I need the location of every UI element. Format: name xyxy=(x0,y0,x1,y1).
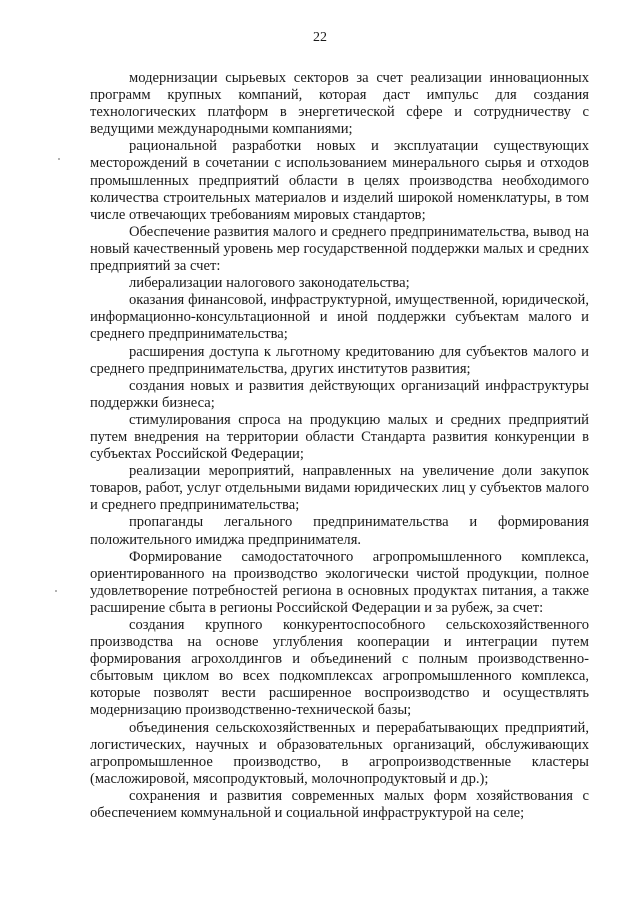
paragraph-11: Формирование самодостаточного агропромышленного комплекса, ориентированного на производство экологически чистой продукции, полное удовлетворение потребностей региона в основных продуктах питания, а также расширение сбыта в регионы Российской Федерации и за рубеж, за счет: xyxy=(90,548,589,616)
paragraph-6: расширения доступа к льготному кредитованию для субъектов малого и среднего предпринимательства, других институтов развития; xyxy=(90,343,589,377)
paragraph-8: стимулирования спроса на продукцию малых и средних предприятий путем внедрения на территории области Стандарта развития конкуренции в субъектах Российской Федерации; xyxy=(90,411,589,463)
paragraph-7: создания новых и развития действующих организаций инфраструктуры поддержки бизнеса; xyxy=(90,377,589,411)
paragraph-2: рациональной разработки новых и эксплуатации существующих месторождений в сочетании с использованием минерального сырья и отходов промышленных предприятий области в целях производства необходимого количества строительных материалов и изделий широкой номенклатуры, в том числе отвечающих требованиям мировых стандартов; xyxy=(90,138,589,223)
scan-speck xyxy=(58,158,60,160)
page-number: 22 xyxy=(313,30,327,45)
paragraph-3: Обеспечение развития малого и среднего предпринимательства, вывод на новый качественный уровень мер государственной поддержки малых и средних предприятий за счет: xyxy=(90,223,589,275)
paragraph-5: оказания финансовой, инфраструктурной, имущественной, юридической, информационно-консультационной и иной поддержки субъектам малого и среднего предпринимательства; xyxy=(90,292,589,343)
paragraph-13: объединения сельскохозяйственных и перерабатывающих предприятий, логистических, научных и образовательных организаций, обслуживающих агропромышленное производство, в агропроизводственные кластеры (масложировой, мясопродуктовый, молочнопродуктовый и др.); xyxy=(90,719,589,787)
paragraph-10: пропаганды легального предпринимательства и формирования положительного имиджа предпринимателя. xyxy=(90,514,589,548)
document-body xyxy=(90,70,589,822)
paragraph-4: либерализации налогового законодательства; xyxy=(129,275,410,292)
paragraph-1: модернизации сырьевых секторов за счет реализации инновационных программ крупных компаний, которая даст импульс для создания технологических платформ в энергетической сфере и сотрудничеству с ведущими международными компаниями; xyxy=(90,70,589,138)
paragraph-14: сохранения и развития современных малых форм хозяйствования с обеспечением коммунальной и социальной инфраструктурой на селе; xyxy=(90,787,589,822)
paragraph-12: создания крупного конкурентоспособного сельскохозяйственного производства на основе углубления кооперации и интеграции путем формирования агрохолдингов и объединений с полным производственно-сбытовым циклом во всех подкомплексах агропромышленного комплекса, которые позволят вести расширенное воспроизводство и осуществлять модернизацию производственно-технической базы; xyxy=(90,617,589,719)
scan-speck xyxy=(55,590,57,592)
paragraph-9: реализации мероприятий, направленных на увеличение доли закупок товаров, работ, услуг отдельными видами юридических лиц у субъектов малого и среднего предпринимательства; xyxy=(90,463,589,514)
